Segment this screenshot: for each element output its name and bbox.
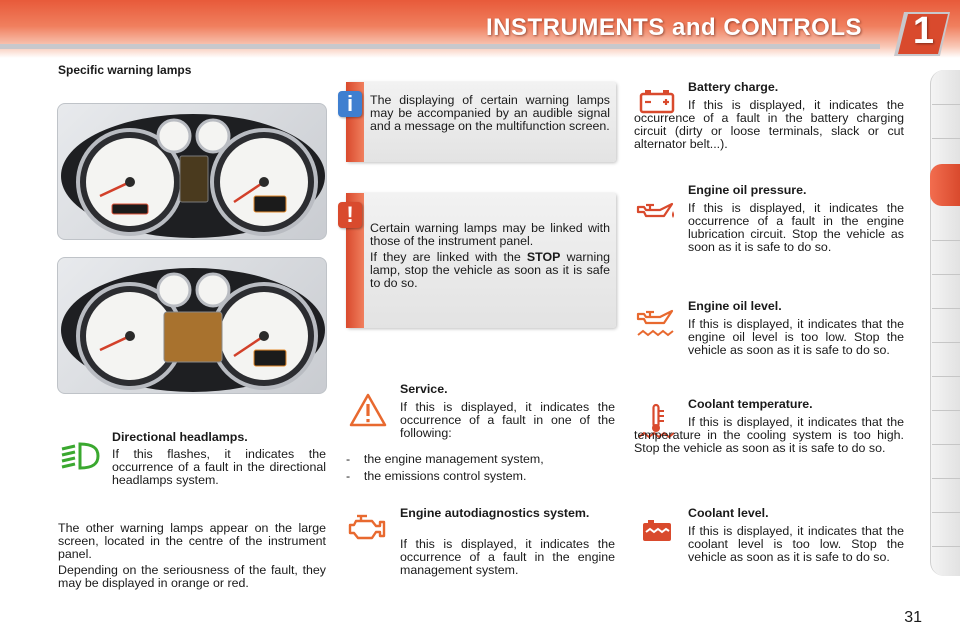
other-lamps-p2: Depending on the seriousness of the fault, they may be displayed in orange or red. <box>58 563 326 590</box>
engine-oil-level-text: If this is displayed, it indicates that the engine oil level is too low. Stop the vehicle as soon as it is safe to do so. <box>688 317 904 357</box>
instrument-cluster-large-screen-illustration <box>58 258 327 394</box>
battery-charge-text: If this is displayed, it indicates the occurrence of a fault in the battery charging circuit (dirty or loose terminals, slack or cut alternator belt...). <box>634 98 904 151</box>
service-warning-triangle-icon <box>348 392 388 428</box>
warning-exclamation-icon: ! <box>338 202 362 228</box>
engine-autodiagnostics-title: Engine autodiagnostics system. <box>400 506 590 520</box>
caution-note-p1: Certain warning lamps may be linked with those of the instrument panel. <box>370 221 610 248</box>
coolant-level-text: If this is displayed, it indicates that the coolant level is too low. Stop the vehicle as soon as it is safe to do so. <box>688 524 904 564</box>
coolant-level-title: Coolant level. <box>688 506 769 520</box>
caution-note-text <box>370 222 610 293</box>
coolant-level-icon <box>640 518 674 544</box>
engine-oil-level-icon <box>634 306 678 342</box>
page-number: 31 <box>904 609 922 626</box>
engine-oil-pressure-title: Engine oil pressure. <box>688 183 807 197</box>
engine-autodiagnostics-icon <box>346 512 388 544</box>
instrument-panel-image <box>57 103 327 240</box>
service-list-item-2: - the emissions control system. <box>346 469 527 483</box>
header-strip <box>0 44 880 49</box>
engine-autodiagnostics-text: If this is displayed, it indicates the occurrence of a fault in the engine management system. <box>400 537 615 577</box>
engine-oil-pressure-icon <box>634 197 678 223</box>
other-lamps-text <box>58 522 326 593</box>
other-lamps-p1: The other warning lamps appear on the large screen, located in the centre of the instrument panel. <box>58 521 326 561</box>
instrument-panel-image-large-screen <box>57 257 327 394</box>
instrument-cluster-illustration <box>58 104 327 240</box>
info-note-text: The displaying of certain warning lamps may be accompanied by an audible signal and a message on the multifunction screen. <box>370 93 610 133</box>
coolant-temperature-title: Coolant temperature. <box>688 397 813 411</box>
engine-oil-level-title: Engine oil level. <box>688 299 782 313</box>
engine-oil-pressure-text: If this is displayed, it indicates the occurrence of a fault in the engine lubrication circuit. Stop the vehicle as soon as it is safe to do so. <box>688 201 904 254</box>
directional-headlamps-title: Directional headlamps. <box>112 430 248 444</box>
coolant-temperature-text: If this is displayed, it indicates that the temperature in the cooling system is too high. Stop the vehicle as soon as it is safe to do so. <box>634 415 904 455</box>
service-list-item-1: - the engine management system, <box>346 452 544 466</box>
caution-note-p2: If they are linked with the STOP warning lamp, stop the vehicle as soon as it is safe to do so. <box>370 250 610 290</box>
chapter-number: 1 <box>912 10 934 52</box>
chapter-tab-active[interactable] <box>930 164 960 206</box>
service-text: If this is displayed, it indicates the occurrence of a fault in one of the following: <box>400 400 615 440</box>
info-icon: i <box>338 91 362 117</box>
battery-charge-title: Battery charge. <box>688 80 779 94</box>
page-header <box>0 0 960 58</box>
service-title: Service. <box>400 382 448 396</box>
chapter-title: INSTRUMENTS and CONTROLS <box>486 14 862 41</box>
directional-headlamp-icon <box>58 440 102 472</box>
section-title: Specific warning lamps <box>58 63 192 77</box>
directional-headlamps-text: If this flashes, it indicates the occurrence of a fault in the directional headlamps system. <box>112 447 326 487</box>
chapter-tab-rail[interactable] <box>930 70 960 576</box>
